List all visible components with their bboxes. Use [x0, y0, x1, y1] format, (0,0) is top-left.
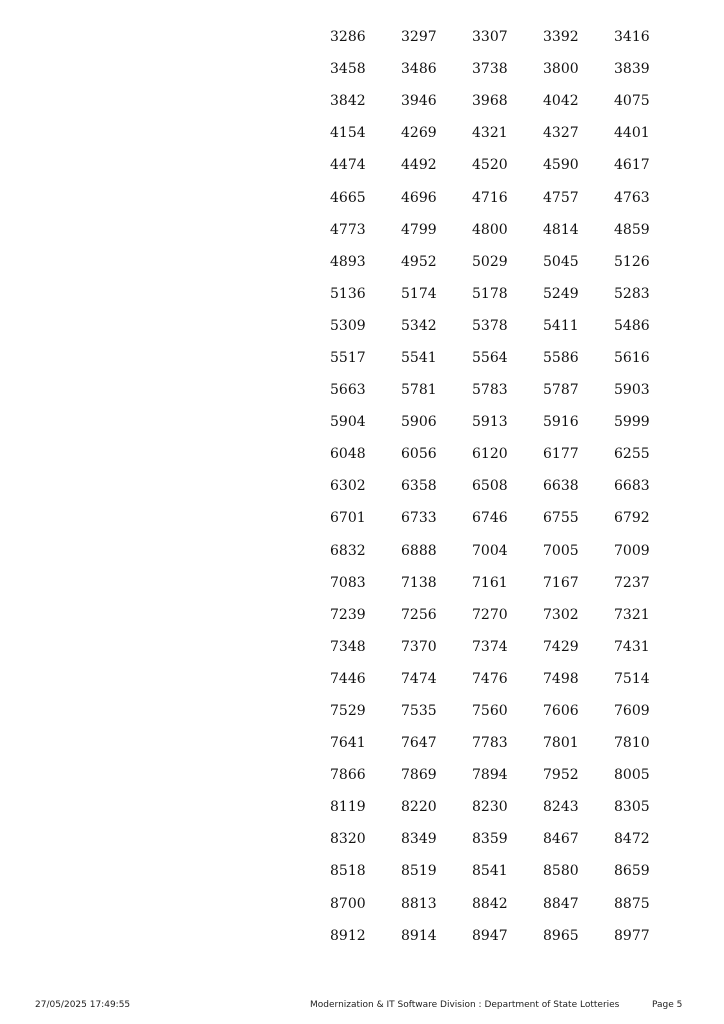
number-cell: 6832 — [330, 542, 366, 559]
number-cell: 4696 — [401, 189, 437, 206]
number-cell: 7476 — [472, 670, 508, 687]
number-cell: 4814 — [543, 221, 579, 238]
number-cell: 8519 — [401, 863, 437, 880]
number-cell: 3416 — [614, 29, 650, 46]
number-cell: 5411 — [543, 317, 579, 334]
number-cell: 6733 — [401, 510, 437, 527]
number-cell: 4154 — [330, 125, 366, 142]
number-cell: 7869 — [401, 767, 437, 784]
number-cell: 7641 — [330, 735, 366, 752]
number-cell: 6358 — [401, 478, 437, 495]
number-cell: 6701 — [330, 510, 366, 527]
number-cell: 5783 — [472, 382, 508, 399]
number-cell: 8875 — [614, 895, 650, 912]
number-cell: 5283 — [614, 285, 650, 302]
number-cell: 8305 — [614, 799, 650, 816]
number-cell: 7866 — [330, 767, 366, 784]
number-cell: 5616 — [614, 349, 650, 366]
number-cell: 3968 — [472, 93, 508, 110]
number-cell: 6302 — [330, 478, 366, 495]
number-cell: 7161 — [472, 574, 508, 591]
number-cell: 7446 — [330, 670, 366, 687]
number-cell: 7952 — [543, 767, 579, 784]
number-cell: 4474 — [330, 157, 366, 174]
number-cell: 5913 — [472, 414, 508, 431]
footer-division-name: Modernization & IT Software Division : Department of State Lotteries — [310, 1000, 620, 1010]
number-cell: 8965 — [543, 927, 579, 944]
number-cell: 7431 — [614, 638, 650, 655]
number-cell: 8119 — [330, 799, 366, 816]
number-cell: 3307 — [472, 29, 508, 46]
number-cell: 8320 — [330, 831, 366, 848]
number-cell: 4075 — [614, 93, 650, 110]
number-cell: 5378 — [472, 317, 508, 334]
number-cell: 8813 — [401, 895, 437, 912]
number-cell: 7138 — [401, 574, 437, 591]
number-cell: 5045 — [543, 253, 579, 270]
number-cell: 6638 — [543, 478, 579, 495]
number-cell: 3392 — [543, 29, 579, 46]
number-cell: 5174 — [401, 285, 437, 302]
number-cell: 7083 — [330, 574, 366, 591]
number-cell: 8472 — [614, 831, 650, 848]
number-cell: 7606 — [543, 703, 579, 720]
number-cell: 5178 — [472, 285, 508, 302]
number-cell: 7370 — [401, 638, 437, 655]
number-cell: 3800 — [543, 61, 579, 78]
number-cell: 8912 — [330, 927, 366, 944]
number-cell: 6255 — [614, 446, 650, 463]
number-cell: 4665 — [330, 189, 366, 206]
number-cell: 7374 — [472, 638, 508, 655]
number-cell: 5916 — [543, 414, 579, 431]
number-cell: 6120 — [472, 446, 508, 463]
number-cell: 8580 — [543, 863, 579, 880]
number-cell: 7348 — [330, 638, 366, 655]
number-cell: 3458 — [330, 61, 366, 78]
number-cell: 5249 — [543, 285, 579, 302]
number-cell: 4763 — [614, 189, 650, 206]
number-cell: 5486 — [614, 317, 650, 334]
number-cell: 6888 — [401, 542, 437, 559]
number-cell: 5586 — [543, 349, 579, 366]
number-cell: 5663 — [330, 382, 366, 399]
number-cell: 4893 — [330, 253, 366, 270]
number-cell: 3946 — [401, 93, 437, 110]
number-cell: 8541 — [472, 863, 508, 880]
number-cell: 5541 — [401, 349, 437, 366]
number-cell: 4492 — [401, 157, 437, 174]
number-cell: 8842 — [472, 895, 508, 912]
number-cell: 8243 — [543, 799, 579, 816]
number-cell: 8359 — [472, 831, 508, 848]
number-cell: 4757 — [543, 189, 579, 206]
number-cell: 7560 — [472, 703, 508, 720]
number-cell: 7167 — [543, 574, 579, 591]
number-cell: 8700 — [330, 895, 366, 912]
number-cell: 3286 — [330, 29, 366, 46]
number-cell: 4269 — [401, 125, 437, 142]
number-cell: 3842 — [330, 93, 366, 110]
number-cell: 5126 — [614, 253, 650, 270]
number-cell: 4321 — [472, 125, 508, 142]
number-cell: 5342 — [401, 317, 437, 334]
number-cell: 7009 — [614, 542, 650, 559]
number-cell: 8659 — [614, 863, 650, 880]
number-cell: 6755 — [543, 510, 579, 527]
number-cell: 4773 — [330, 221, 366, 238]
number-cell: 4799 — [401, 221, 437, 238]
number-cell: 7237 — [614, 574, 650, 591]
number-cell: 7529 — [330, 703, 366, 720]
number-cell: 6177 — [543, 446, 579, 463]
number-cell: 4042 — [543, 93, 579, 110]
number-cell: 7514 — [614, 670, 650, 687]
number-cell: 5309 — [330, 317, 366, 334]
number-cell: 7270 — [472, 606, 508, 623]
number-cell: 7004 — [472, 542, 508, 559]
number-cell: 4800 — [472, 221, 508, 238]
number-cell: 8977 — [614, 927, 650, 944]
number-cell: 7801 — [543, 735, 579, 752]
number-cell: 7474 — [401, 670, 437, 687]
number-cell: 4952 — [401, 253, 437, 270]
number-cell: 8947 — [472, 927, 508, 944]
number-cell: 4716 — [472, 189, 508, 206]
number-cell: 6792 — [614, 510, 650, 527]
winning-numbers-grid — [318, 21, 672, 952]
number-cell: 4401 — [614, 125, 650, 142]
number-cell: 3738 — [472, 61, 508, 78]
number-cell: 6508 — [472, 478, 508, 495]
number-cell: 7609 — [614, 703, 650, 720]
number-cell: 5906 — [401, 414, 437, 431]
number-cell: 7005 — [543, 542, 579, 559]
number-cell: 8230 — [472, 799, 508, 816]
number-cell: 7239 — [330, 606, 366, 623]
number-cell: 8349 — [401, 831, 437, 848]
number-cell: 4859 — [614, 221, 650, 238]
number-cell: 3486 — [401, 61, 437, 78]
number-cell: 8914 — [401, 927, 437, 944]
number-cell: 5781 — [401, 382, 437, 399]
number-cell: 7256 — [401, 606, 437, 623]
number-cell: 5903 — [614, 382, 650, 399]
number-cell: 7647 — [401, 735, 437, 752]
number-cell: 4590 — [543, 157, 579, 174]
number-cell: 6056 — [401, 446, 437, 463]
number-cell: 8005 — [614, 767, 650, 784]
number-cell: 5517 — [330, 349, 366, 366]
number-cell: 7810 — [614, 735, 650, 752]
number-cell: 5787 — [543, 382, 579, 399]
number-cell: 7429 — [543, 638, 579, 655]
number-cell: 4327 — [543, 125, 579, 142]
number-cell: 5999 — [614, 414, 650, 431]
number-cell: 7321 — [614, 606, 650, 623]
number-cell: 8518 — [330, 863, 366, 880]
number-cell: 5029 — [472, 253, 508, 270]
footer-page-number: Page 5 — [652, 1000, 683, 1010]
number-cell: 8467 — [543, 831, 579, 848]
number-cell: 7498 — [543, 670, 579, 687]
number-cell: 5904 — [330, 414, 366, 431]
number-cell: 3839 — [614, 61, 650, 78]
number-cell: 6746 — [472, 510, 508, 527]
number-cell: 7894 — [472, 767, 508, 784]
number-cell: 4520 — [472, 157, 508, 174]
footer-timestamp: 27/05/2025 17:49:55 — [35, 1000, 131, 1010]
number-cell: 7302 — [543, 606, 579, 623]
number-cell: 8847 — [543, 895, 579, 912]
number-cell: 8220 — [401, 799, 437, 816]
number-cell: 6683 — [614, 478, 650, 495]
number-cell: 4617 — [614, 157, 650, 174]
number-cell: 7535 — [401, 703, 437, 720]
number-cell: 5564 — [472, 349, 508, 366]
number-cell: 5136 — [330, 285, 366, 302]
number-cell: 7783 — [472, 735, 508, 752]
number-cell: 3297 — [401, 29, 437, 46]
page-footer — [0, 1000, 724, 1014]
number-cell: 6048 — [330, 446, 366, 463]
